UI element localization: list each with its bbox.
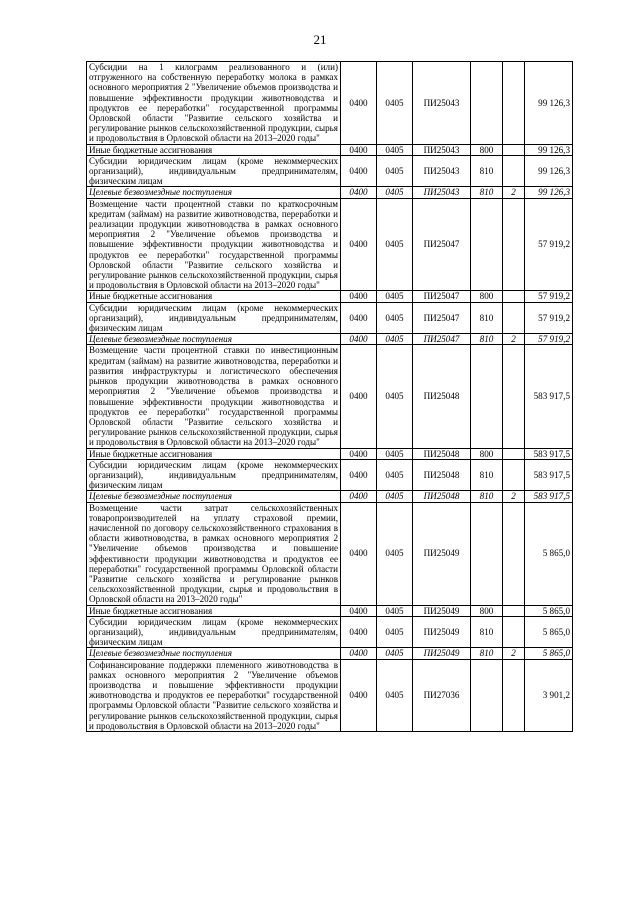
- cell-source: [503, 616, 525, 648]
- cell-section: 0400: [341, 502, 377, 605]
- cell-target-item: ПИ25048: [413, 459, 471, 491]
- cell-section: 0400: [341, 345, 377, 448]
- cell-amount: 5 865,0: [525, 616, 573, 648]
- cell-name: Субсидии юридическим лицам (кроме некоммерческих организаций), индивидуальным предпринимателям, физическим лицам: [87, 459, 341, 491]
- page-number: 21: [313, 32, 327, 47]
- cell-name: Целевые безвозмездные поступления: [87, 491, 341, 502]
- table-row: [87, 198, 573, 291]
- cell-expense-type: [471, 502, 503, 605]
- cell-target-item: ПИ25047: [413, 198, 471, 291]
- table-row: [87, 62, 573, 145]
- table-row: [87, 302, 573, 334]
- cell-amount: 57 919,2: [525, 302, 573, 334]
- cell-amount: 99 126,3: [525, 144, 573, 155]
- cell-expense-type: [471, 198, 503, 291]
- cell-expense-type: 810: [471, 491, 503, 502]
- cell-subsection: 0405: [377, 155, 413, 187]
- cell-subsection: 0405: [377, 616, 413, 648]
- table-row: [87, 155, 573, 187]
- cell-target-item: ПИ25048: [413, 345, 471, 448]
- cell-name: Целевые безвозмездные поступления: [87, 648, 341, 659]
- table-row: [87, 291, 573, 302]
- cell-source: [503, 502, 525, 605]
- cell-name: Возмещение части процентной ставки по инвестиционным кредитам (займам) на развитие животноводства, переработки и развития инфраструктуры и логистического обеспечения рынков продукции животноводства в рамках основного мероприятия 2 "Увеличение объемов производства и повышение эффективности продукции животноводства и продуктов ее переработки" государственной программы Орловской области "Развитие сельского хозяйства и регулирование рынков сельскохозяйственной продукции, сырья и продовольствия в Орловской области на 2013–2020 годы": [87, 345, 341, 448]
- table-row: [87, 448, 573, 459]
- cell-source: [503, 155, 525, 187]
- cell-source: [503, 448, 525, 459]
- cell-section: 0400: [341, 659, 377, 731]
- cell-amount: 57 919,2: [525, 334, 573, 345]
- cell-source: [503, 302, 525, 334]
- cell-source: 2: [503, 648, 525, 659]
- cell-subsection: 0405: [377, 448, 413, 459]
- cell-section: 0400: [341, 605, 377, 616]
- cell-amount: 5 865,0: [525, 605, 573, 616]
- cell-amount: 99 126,3: [525, 187, 573, 198]
- cell-subsection: 0405: [377, 302, 413, 334]
- cell-subsection: 0405: [377, 491, 413, 502]
- cell-subsection: 0405: [377, 144, 413, 155]
- cell-subsection: 0405: [377, 345, 413, 448]
- cell-expense-type: 800: [471, 605, 503, 616]
- cell-target-item: ПИ25043: [413, 187, 471, 198]
- cell-section: 0400: [341, 155, 377, 187]
- cell-target-item: ПИ27036: [413, 659, 471, 731]
- cell-amount: 583 917,5: [525, 345, 573, 448]
- cell-expense-type: 810: [471, 616, 503, 648]
- cell-target-item: ПИ25047: [413, 302, 471, 334]
- cell-subsection: 0405: [377, 62, 413, 145]
- cell-subsection: 0405: [377, 291, 413, 302]
- cell-amount: 99 126,3: [525, 155, 573, 187]
- table-row: [87, 605, 573, 616]
- cell-amount: 3 901,2: [525, 659, 573, 731]
- cell-section: 0400: [341, 616, 377, 648]
- table-row: [87, 616, 573, 648]
- cell-section: 0400: [341, 144, 377, 155]
- cell-name: Субсидии юридическим лицам (кроме некоммерческих организаций), индивидуальным предпринимателям, физическим лицам: [87, 155, 341, 187]
- cell-source: [503, 459, 525, 491]
- cell-target-item: ПИ25047: [413, 291, 471, 302]
- cell-source: [503, 345, 525, 448]
- cell-name: Иные бюджетные ассигнования: [87, 605, 341, 616]
- table-row: [87, 187, 573, 198]
- cell-name: Иные бюджетные ассигнования: [87, 291, 341, 302]
- table-row: [87, 502, 573, 605]
- cell-subsection: 0405: [377, 648, 413, 659]
- cell-expense-type: 810: [471, 648, 503, 659]
- table-row: [87, 491, 573, 502]
- cell-target-item: ПИ25049: [413, 648, 471, 659]
- cell-expense-type: 800: [471, 144, 503, 155]
- cell-target-item: ПИ25049: [413, 502, 471, 605]
- cell-section: 0400: [341, 302, 377, 334]
- cell-expense-type: [471, 62, 503, 145]
- cell-expense-type: [471, 659, 503, 731]
- cell-amount: 5 865,0: [525, 648, 573, 659]
- cell-expense-type: 810: [471, 334, 503, 345]
- cell-amount: 583 917,5: [525, 459, 573, 491]
- cell-target-item: ПИ25048: [413, 448, 471, 459]
- cell-subsection: 0405: [377, 659, 413, 731]
- table-row: [87, 334, 573, 345]
- budget-table-body: [87, 62, 573, 732]
- table-row: [87, 659, 573, 731]
- cell-name: Субсидии юридическим лицам (кроме некоммерческих организаций), индивидуальным предпринимателям, физическим лицам: [87, 616, 341, 648]
- cell-source: 2: [503, 187, 525, 198]
- cell-source: [503, 198, 525, 291]
- cell-section: 0400: [341, 491, 377, 502]
- cell-source: 2: [503, 491, 525, 502]
- cell-section: 0400: [341, 62, 377, 145]
- cell-name: Иные бюджетные ассигнования: [87, 144, 341, 155]
- cell-amount: 57 919,2: [525, 198, 573, 291]
- cell-section: 0400: [341, 448, 377, 459]
- cell-section: 0400: [341, 198, 377, 291]
- cell-target-item: ПИ25043: [413, 62, 471, 145]
- cell-target-item: ПИ25043: [413, 144, 471, 155]
- cell-subsection: 0405: [377, 334, 413, 345]
- cell-name: Субсидии на 1 килограмм реализованного и (или) отгруженного на собственную переработку молока в рамках основного мероприятия 2 "Увеличение объемов производства и повышение эффективности продукции животноводства и продуктов ее переработки" государственной программы Орловской области "Развитие сельского хозяйства и регулирование рынков сельскохозяйственной продукции, сырья и продовольствия в Орловской области на 2013–2020 годы": [87, 62, 341, 145]
- cell-name: Софинансирование поддержки племенного животноводства в рамках основного мероприятия 2 "Увеличение объемов производства и повышение эффективности продукции животноводства и продуктов ее переработки" государственной программы Орловской области "Развитие сельского хозяйства и регулирование рынков сельскохозяйственной продукции, сырья и продовольствия в Орловской области на 2013–2020 годы": [87, 659, 341, 731]
- cell-expense-type: [471, 345, 503, 448]
- cell-name: Иные бюджетные ассигнования: [87, 448, 341, 459]
- cell-target-item: ПИ25043: [413, 155, 471, 187]
- cell-source: [503, 659, 525, 731]
- cell-source: 2: [503, 334, 525, 345]
- cell-section: 0400: [341, 459, 377, 491]
- cell-amount: 5 865,0: [525, 502, 573, 605]
- table-row: [87, 345, 573, 448]
- cell-name: Субсидии юридическим лицам (кроме некоммерческих организаций), индивидуальным предпринимателям, физическим лицам: [87, 302, 341, 334]
- cell-section: 0400: [341, 648, 377, 659]
- cell-target-item: ПИ25047: [413, 334, 471, 345]
- cell-expense-type: 800: [471, 291, 503, 302]
- cell-amount: 583 917,5: [525, 491, 573, 502]
- cell-subsection: 0405: [377, 605, 413, 616]
- cell-name: Возмещение части затрат сельскохозяйственных товаропроизводителей на уплату страховой премии, начисленной по договору сельскохозяйственного страхования в области животноводства, в рамках основного мероприятия 2 "Увеличение объемов производства и повышение эффективности продукции животноводства и продуктов ее переработки" государственной программы Орловской области "Развитие сельского хозяйства и регулирование рынков сельскохозяйственной продукции, сырья и продовольствия в Орловской области на 2013–2020 годы": [87, 502, 341, 605]
- cell-expense-type: 810: [471, 187, 503, 198]
- cell-expense-type: 810: [471, 155, 503, 187]
- table-row: [87, 459, 573, 491]
- cell-expense-type: 810: [471, 459, 503, 491]
- cell-subsection: 0405: [377, 459, 413, 491]
- cell-expense-type: 810: [471, 302, 503, 334]
- cell-section: 0400: [341, 187, 377, 198]
- cell-source: [503, 62, 525, 145]
- cell-name: Возмещение части процентной ставки по краткосрочным кредитам (займам) на развитие животноводства, переработки и реализации продукции животноводства в рамках основного мероприятия 2 "Увеличение объемов производства и повышение эффективности продукции животноводства и продуктов ее переработки" государственной программы Орловской области "Развитие сельского хозяйства и регулирование рынков сельскохозяйственной продукции, сырья и продовольствия в Орловской области на 2013–2020 годы": [87, 198, 341, 291]
- cell-section: 0400: [341, 334, 377, 345]
- cell-expense-type: 800: [471, 448, 503, 459]
- cell-amount: 583 917,5: [525, 448, 573, 459]
- cell-target-item: ПИ25049: [413, 616, 471, 648]
- cell-section: 0400: [341, 291, 377, 302]
- cell-name: Целевые безвозмездные поступления: [87, 187, 341, 198]
- cell-subsection: 0405: [377, 502, 413, 605]
- cell-source: [503, 144, 525, 155]
- table-row: [87, 648, 573, 659]
- budget-table: [86, 61, 573, 732]
- cell-source: [503, 605, 525, 616]
- cell-name: Целевые безвозмездные поступления: [87, 334, 341, 345]
- table-row: [87, 144, 573, 155]
- cell-amount: 57 919,2: [525, 291, 573, 302]
- cell-subsection: 0405: [377, 198, 413, 291]
- cell-target-item: ПИ25049: [413, 605, 471, 616]
- cell-amount: 99 126,3: [525, 62, 573, 145]
- cell-subsection: 0405: [377, 187, 413, 198]
- cell-target-item: ПИ25048: [413, 491, 471, 502]
- cell-source: [503, 291, 525, 302]
